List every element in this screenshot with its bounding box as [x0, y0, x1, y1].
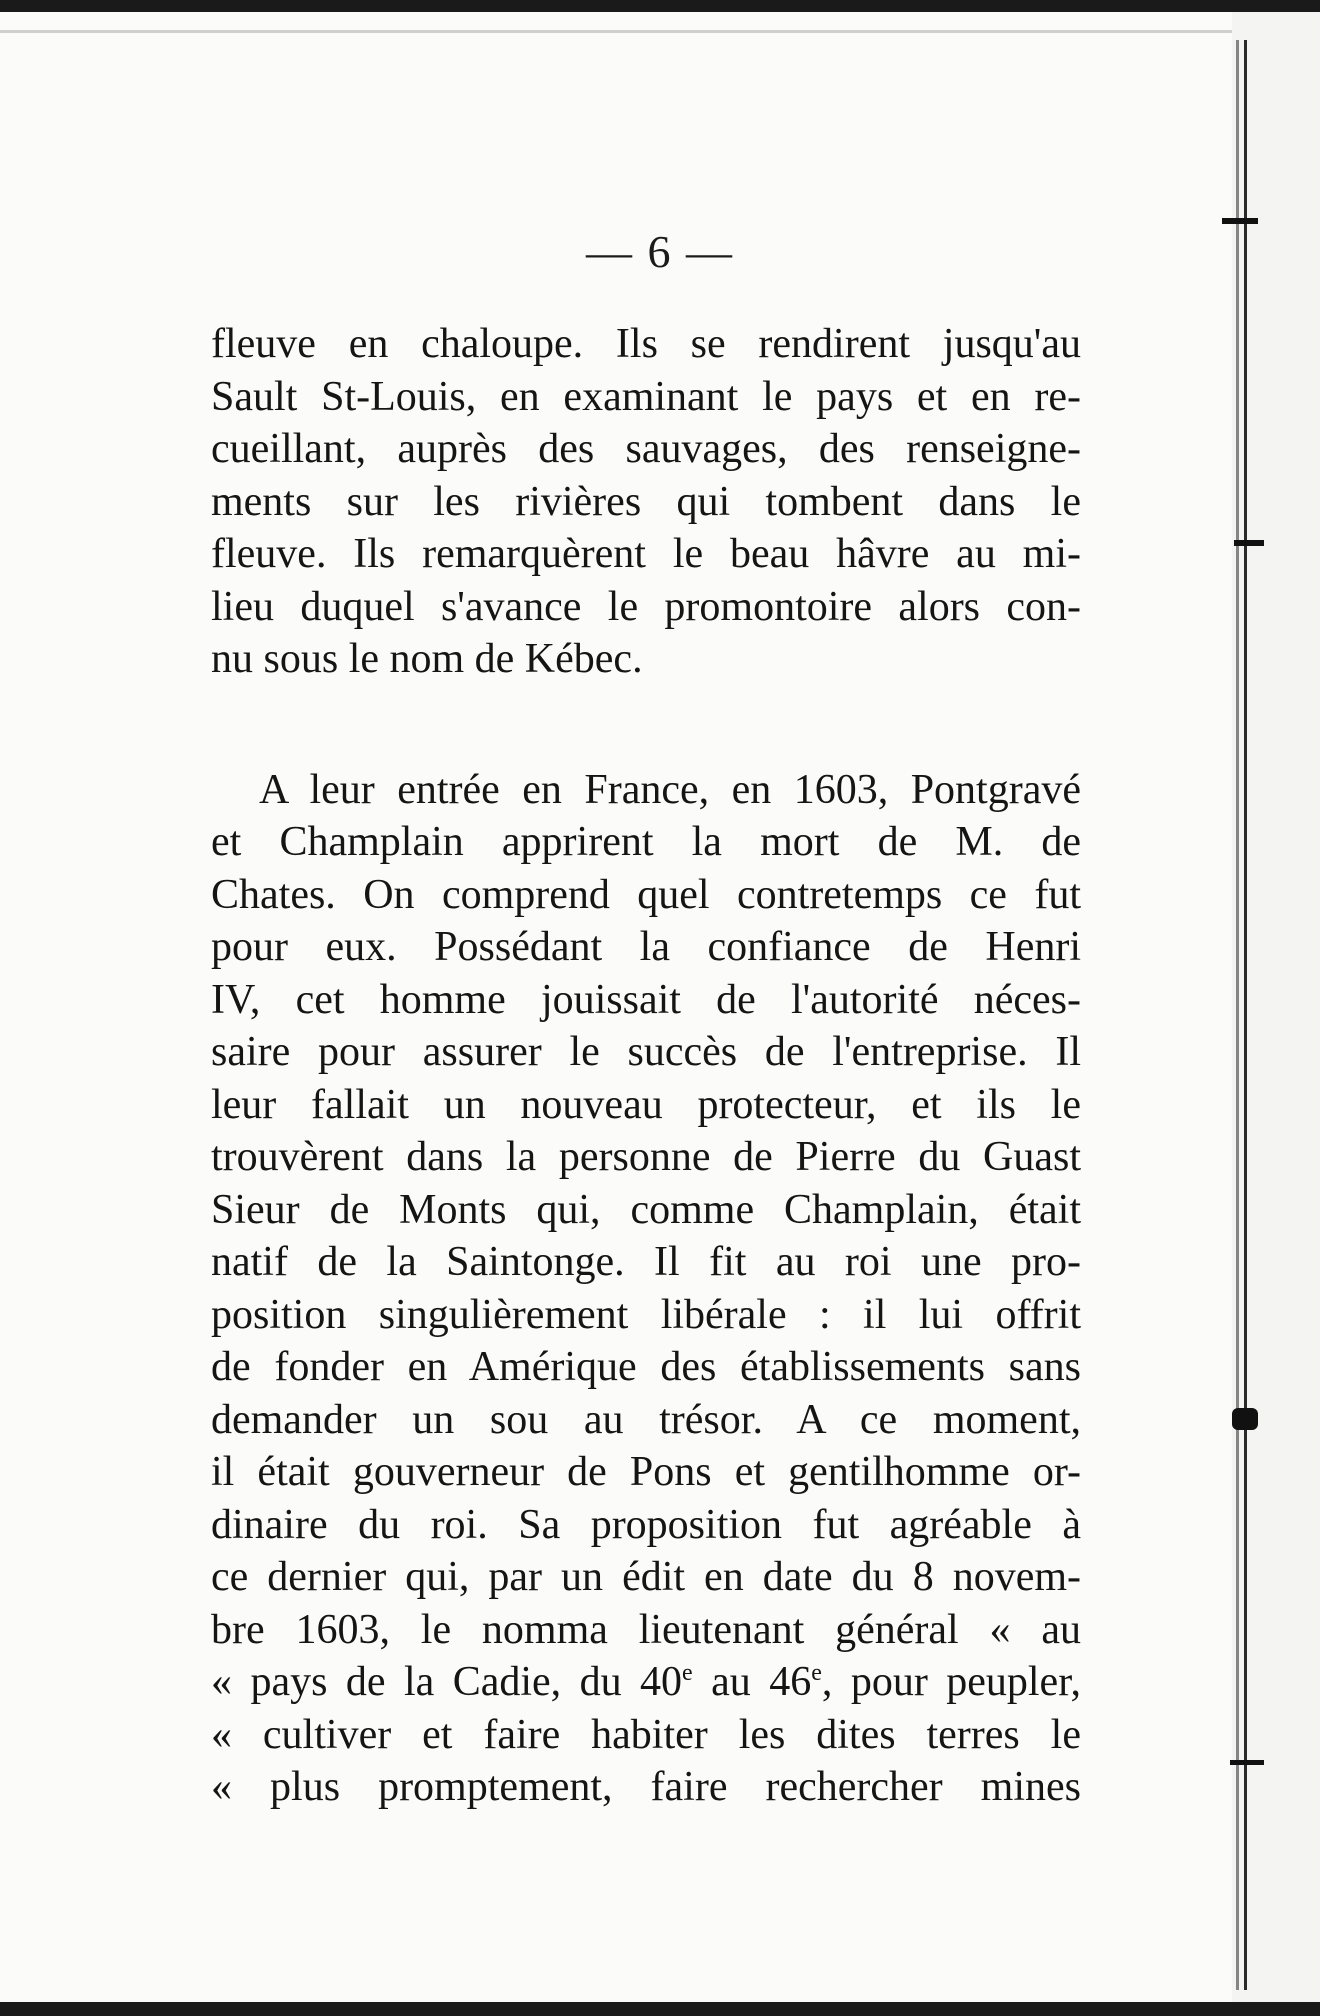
text-line: « plus promptement, faire rechercher mines	[211, 1764, 1081, 1810]
paragraph	[211, 318, 1081, 686]
page-number: — 6 —	[586, 226, 734, 277]
paragraph	[211, 764, 1081, 1814]
text-line: dinaire du roi. Sa proposition fut agréable à	[211, 1501, 1081, 1548]
text-line: et Champlain apprirent la mort de M. de	[211, 819, 1081, 865]
page-top-edge	[0, 30, 1232, 33]
binding-mark	[1232, 1408, 1258, 1430]
binding-mark	[1222, 218, 1258, 224]
text-line: A leur entrée en France, en 1603, Pontgravé	[259, 766, 1081, 813]
text-line: ce dernier qui, par un édit en date du 8 novem-	[211, 1554, 1081, 1600]
text-line: ments sur les rivières qui tombent dans le	[211, 478, 1081, 525]
text-line: trouvèrent dans la personne de Pierre du Guast	[211, 1134, 1081, 1180]
superscript: e	[811, 1660, 822, 1686]
text-line: demander un sou au trésor. A ce moment,	[211, 1396, 1081, 1443]
text-fragment: , pour peupler,	[821, 1659, 1081, 1705]
body-text	[211, 318, 1081, 1814]
binding-line	[1244, 40, 1247, 1990]
binding-mark	[1230, 1760, 1264, 1765]
text-line: Sault St-Louis, en examinant le pays et en re-	[211, 373, 1081, 420]
text-line: saire pour assurer le succès de l'entreprise. Il	[211, 1029, 1081, 1075]
text-line: pour eux. Possédant la confiance de Henri	[211, 924, 1081, 970]
text-line: fleuve. Ils remarquèrent le beau hâvre au mi-	[211, 531, 1081, 577]
text-line: « cultiver et faire habiter les dites terres le	[211, 1711, 1081, 1758]
text-line: il était gouverneur de Pons et gentilhomme or-	[211, 1449, 1081, 1495]
text-fragment: au 46	[692, 1659, 812, 1705]
text-line: natif de la Saintonge. Il fit au roi une pro-	[211, 1239, 1081, 1285]
text-line: IV, cet homme jouissait de l'autorité néces-	[211, 976, 1081, 1023]
text-line: fleuve en chaloupe. Ils se rendirent jusqu'au	[211, 321, 1081, 367]
text-line: cueillant, auprès des sauvages, des renseigne-	[211, 426, 1081, 472]
text-fragment: « pays de la Cadie, du 40	[211, 1659, 683, 1705]
text-line: position singulièrement libérale : il lui offrit	[211, 1291, 1081, 1338]
superscript: e	[682, 1660, 693, 1686]
binding-line	[1236, 40, 1239, 1990]
text-line: nu sous le nom de Kébec.	[211, 636, 643, 682]
text-line: de fonder en Amérique des établissements sans	[211, 1344, 1081, 1390]
text-line: Chates. On comprend quel contretemps ce fut	[211, 871, 1081, 918]
text-line-with-superscripts	[211, 1656, 1081, 1709]
text-line: leur fallait un nouveau protecteur, et ils le	[211, 1081, 1081, 1128]
text-line: Sieur de Monts qui, comme Champlain, était	[211, 1186, 1081, 1233]
binding-mark	[1234, 540, 1264, 546]
text-line: bre 1603, le nomma lieutenant général « au	[211, 1606, 1081, 1653]
text-line: lieu duquel s'avance le promontoire alors con-	[211, 583, 1081, 630]
